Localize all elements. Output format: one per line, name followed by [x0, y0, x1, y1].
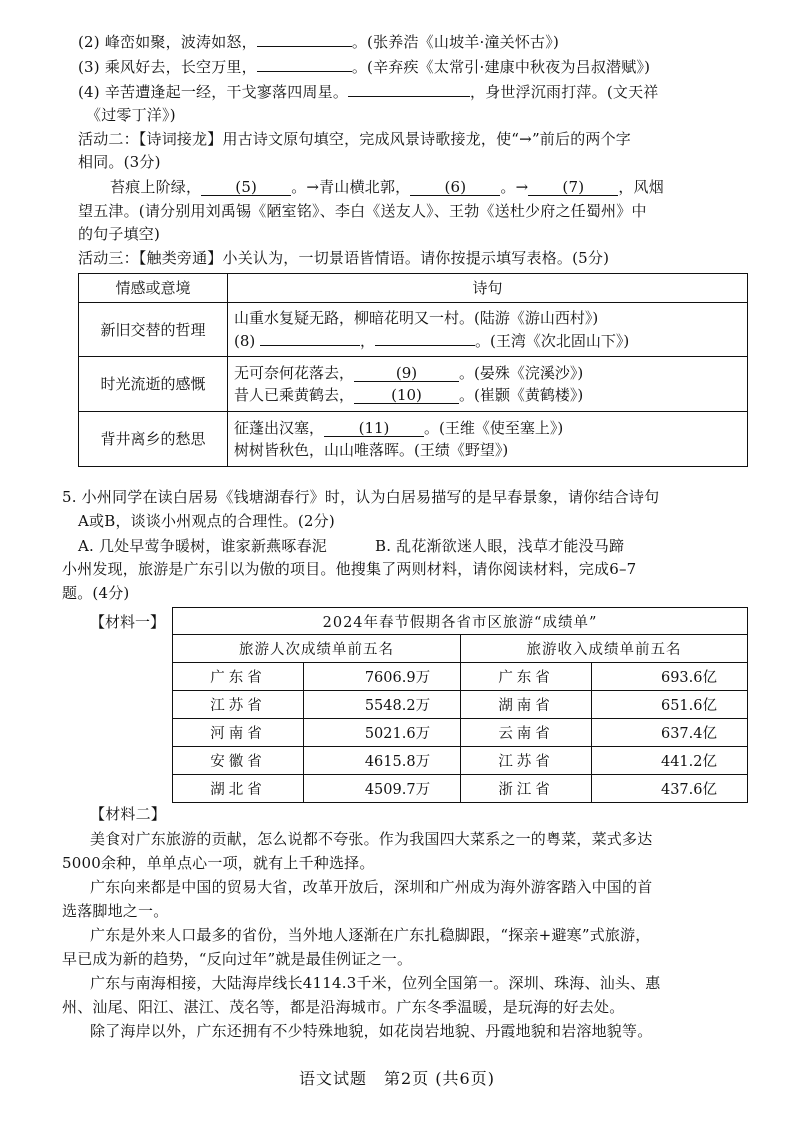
material2-line: 5000余种，单单点心一项，就有上千种选择。 [62, 854, 375, 872]
q5-options [78, 535, 624, 557]
left-header: 旅游人次成绩单前五名 [173, 635, 461, 663]
header-emotion: 情感或意境 [79, 274, 228, 303]
q4-line-4-cont: 《过零丁洋》) [86, 106, 176, 124]
material2-line: 美食对广东旅游的贡献，怎么说都不夸张。作为我国四大菜系之一的粤菜，菜式多达 [90, 830, 653, 848]
activity3-intro: 活动三：【触类旁通】小关认为，一切景语皆情语。请你按提示填写表格。(5分) [78, 249, 610, 267]
q67-intro-cont: 题。(4分) [62, 584, 130, 602]
table-row: 广东省 7606.9万 广东省 693.6亿 [173, 663, 748, 691]
q5-option-a: A. 几处早莺争暖树，谁家新燕啄春泥 [78, 537, 327, 555]
table-row [79, 412, 748, 467]
activity2-note-cont: 的句子填空) [78, 225, 161, 243]
answer-blank-5[interactable]: (5) [201, 179, 291, 196]
table-row: 安徽省 4615.8万 江苏省 441.2亿 [173, 747, 748, 775]
answer-blank[interactable] [257, 30, 352, 47]
table-row [79, 357, 748, 412]
table-caption: 2024年春节假期各省市区旅游“成绩单” [173, 608, 748, 635]
activity2-intro: 活动二：【诗词接龙】用古诗文原句填空，完成风景诗歌接龙，使“→”前后的两个字 [78, 130, 632, 148]
material2-line: 广东与南海相接，大陆海岸线长4114.3千米，位列全国第一。深圳、珠海、汕头、惠 [90, 974, 661, 992]
right-header: 旅游收入成绩单前五名 [461, 635, 748, 663]
activity3-table [78, 273, 748, 467]
material2-line: 州、汕尾、阳江、湛江、茂名等，都是沿海城市。广东冬季温暖，是玩海的好去处。 [62, 998, 625, 1016]
activity2-intro-cont: 相同。(3分) [78, 153, 161, 171]
answer-blank[interactable] [348, 80, 470, 97]
emotion-cell: 新旧交替的哲理 [79, 303, 228, 357]
material2-line: 广东是外来人口最多的省份，当外地人逐渐在广东扎稳脚跟，“探亲+避寒”式旅游， [90, 926, 651, 944]
activity2-chain: 苔痕上阶绿， (5) 。→青山横北郭， (6) 。→ (7) ，风烟 [110, 178, 664, 196]
table-row: 湖北省 4509.7万 浙江省 437.6亿 [173, 775, 748, 803]
activity2-note: 望五津。(请分别用刘禹锡《陋室铭》、李白《送友人》、王勃《送杜少府之任蜀州》中 [78, 202, 647, 220]
material2-line: 早已成为新的趋势，“反向过年”就是最佳例证之一。 [62, 950, 413, 968]
material2-line: 选落脚地之一。 [62, 902, 169, 920]
q4-line-2: (2) 峰峦如聚，波涛如怒， 。(张养浩《山坡羊·潼关怀古》) [78, 30, 559, 53]
table-row: 江苏省 5548.2万 湖南省 651.6亿 [173, 691, 748, 719]
q67-intro: 小州发现，旅游是广东引以为傲的项目。他搜集了两则材料，请你阅读材料，完成6–7 [62, 560, 637, 578]
table-row: 河南省 5021.6万 云南省 637.4亿 [173, 719, 748, 747]
table-row [79, 303, 748, 357]
answer-blank-11[interactable]: (11) [324, 420, 424, 437]
header-poem: 诗句 [228, 274, 748, 303]
answer-blank-9[interactable]: (9) [354, 365, 459, 382]
q5-stem-cont: A或B，谈谈小州观点的合理性。(2分) [78, 512, 335, 530]
emotion-cell: 时光流逝的感慨 [79, 357, 228, 412]
tourism-table [172, 607, 748, 803]
answer-blank-7[interactable]: (7) [528, 179, 618, 196]
poem-cell: 山重水复疑无路，柳暗花明又一村。(陆游《游山西村》) (8) ， 。(王湾《次北固山下》) [228, 303, 748, 357]
page-footer: 语文试题 第2页 (共6页) [299, 1069, 495, 1088]
answer-blank-8a[interactable] [260, 329, 360, 346]
answer-blank-6[interactable]: (6) [410, 179, 500, 196]
answer-blank[interactable] [257, 55, 352, 72]
q4-line-3: (3) 乘风好去，长空万里， 。(辛弃疾《太常引·建康中秋夜为吕叔潜赋》) [78, 55, 650, 78]
poem-cell: 无可奈何花落去， (9) 。(晏殊《浣溪沙》) 昔人已乘黄鹤去， (10) 。(崔颢《黄鹤楼》) [228, 357, 748, 412]
material2-line: 广东向来都是中国的贸易大省，改革开放后，深圳和广州成为海外游客踏入中国的首 [90, 878, 653, 896]
poem-cell: 征蓬出汉塞， (11) 。(王维《使至塞上》) 树树皆秋色，山山唯落晖。(王绩《野望》) [228, 412, 748, 467]
q4-line-4: (4) 辛苦遭逢起一经，干戈寥落四周星。 ，身世浮沉雨打萍。(文天祥 [78, 80, 659, 103]
answer-blank-8b[interactable] [375, 329, 475, 346]
answer-blank-10[interactable]: (10) [354, 387, 459, 404]
material2-label: 【材料二】 [90, 805, 167, 823]
emotion-cell: 背井离乡的愁思 [79, 412, 228, 467]
q5-stem: 5. 小州同学在读白居易《钱塘湖春行》时，认为白居易描写的是早春景象，请你结合诗句 [62, 488, 660, 506]
material2-line: 除了海岸以外，广东还拥有不少特殊地貌，如花岗岩地貌、丹霞地貌和岩溶地貌等。 [90, 1022, 653, 1040]
material1-label: 【材料一】 [90, 613, 166, 631]
q5-option-b: B. 乱花渐欲迷人眼，浅草才能没马蹄 [374, 537, 625, 555]
